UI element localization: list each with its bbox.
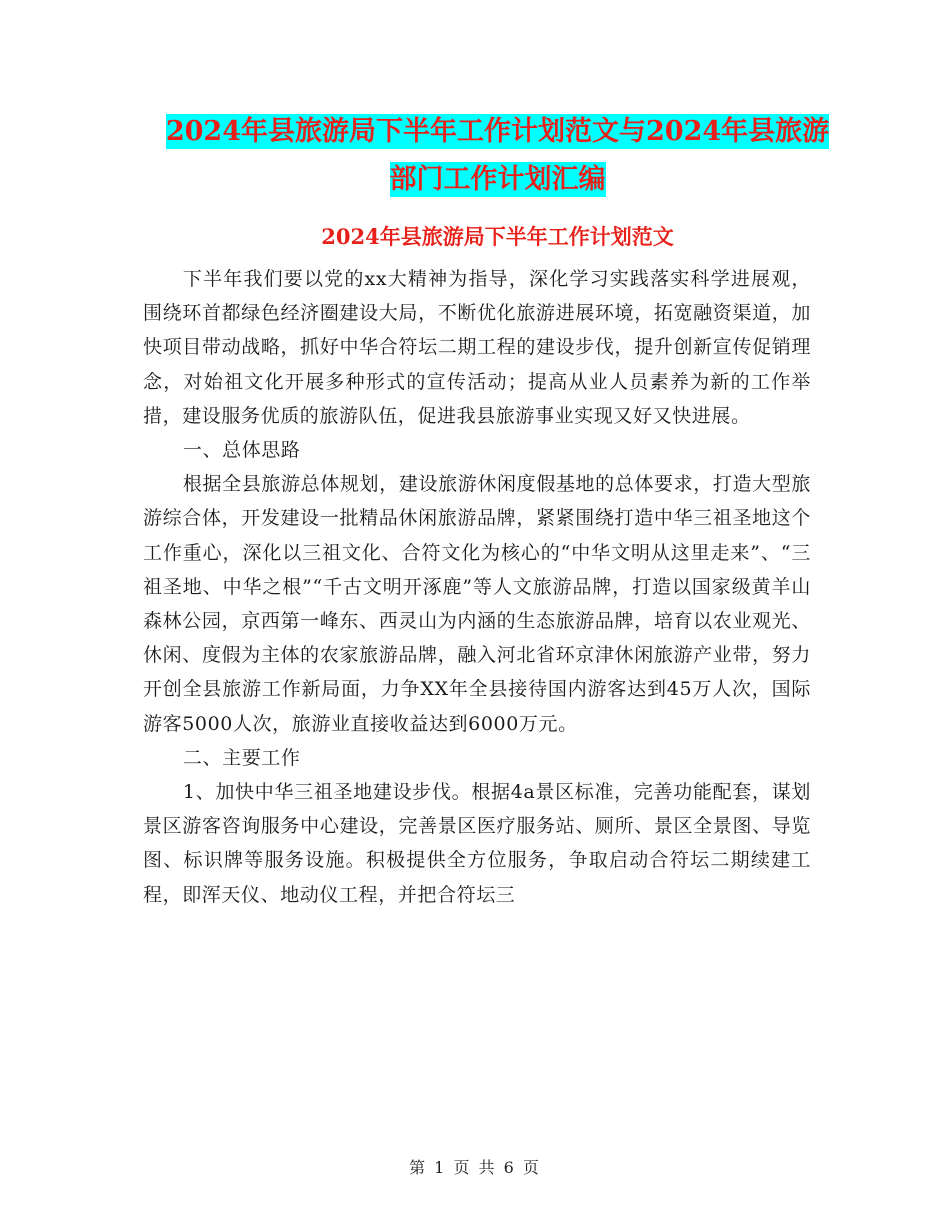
heading-overall-approach: 一、总体思路 — [182, 439, 301, 462]
document-title-line1: 2024年县旅游局下半年工作计划范文与2024年县旅游 — [165, 116, 830, 147]
page-footer: 第 1 页 共 6 页 — [409, 1158, 541, 1177]
document-body — [143, 262, 811, 912]
heading-main-work: 二、主要工作 — [182, 746, 301, 769]
paragraph-intro: 下半年我们要以党的xx大精神为指导，深化学习实践落实科学进展观，围绕环首都绿色经济圈建设大局，不断优化旅游进展环境，拓宽融资渠道，加快项目带动战略，抓好中华合符坛二期工程的建设步伐，提升创新宣传促销理念，对始祖文化开展多种形式的宣传活动；提高从业人员素养为新的工作举措，建设服务优质的旅游队伍，促进我县旅游事业实现又好又快进展。 — [143, 268, 811, 427]
paragraph-main-work-1: 1、加快中华三祖圣地建设步伐。根据4a景区标准，完善功能配套，谋划景区游客咨询服务中心建设，完善景区医疗服务站、厕所、景区全景图、导览图、标识牌等服务设施。积极提供全方位服务，争取启动合符坛二期续建工程，即浑天仪、地动仪工程，并把合符坛三 — [143, 781, 811, 906]
section-title: 2024年县旅游局下半年工作计划范文 — [321, 224, 674, 249]
document-title — [140, 108, 855, 204]
paragraph-overall-approach: 根据全县旅游总体规划，建设旅游休闲度假基地的总体要求，打造大型旅游综合体，开发建设一批精品休闲旅游品牌，紧紧围绕打造中华三祖圣地这个工作重心，深化以三祖文化、合符文化为核心的“中华文明从这里走来”、“三祖圣地、中华之根”“千古文明开涿鹿”等人文旅游品牌，打造以国家级黄羊山森林公园，京西第一峰东、西灵山为内涵的生态旅游品牌，培育以农业观光、休闲、度假为主体的农家旅游品牌，融入河北省环京津休闲旅游产业带，努力开创全县旅游工作新局面，力争XX年全县接待国内游客达到45万人次，国际游客5000人次，旅游业直接收益达到6000万元。 — [143, 473, 811, 735]
document-title-line2: 部门工作计划汇编 — [389, 164, 606, 195]
